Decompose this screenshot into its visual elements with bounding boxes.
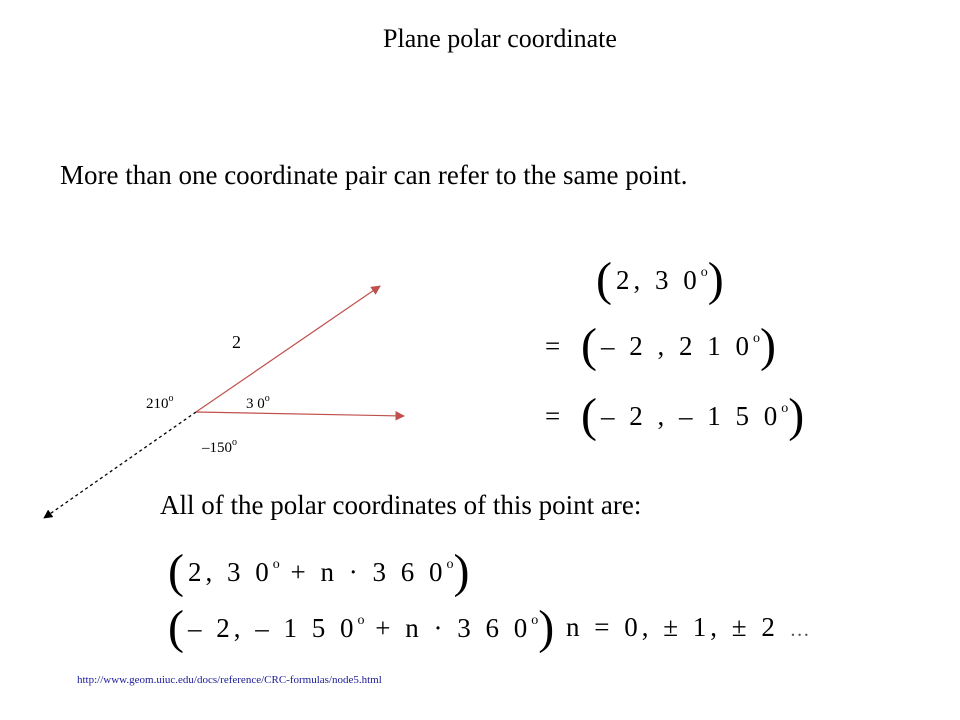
general-form-1: (2, 3 0$^o$ + n · 3 6 0$^o$) — [168, 545, 474, 598]
equation-1: (2, 3 0$^o$) — [596, 253, 728, 306]
angle-210-label: 210$^o$ — [146, 393, 174, 412]
slide-title: Plane polar coordinate — [383, 24, 617, 53]
polar-axis-arrow — [196, 412, 404, 416]
all-coordinates-text: All of the polar coordinates of this point are: — [160, 490, 642, 520]
angle-neg150-label: –150$^o$ — [202, 437, 237, 456]
general-form-2: (– 2, – 1 5 0$^o$ + n · 3 6 0$^o$) — [168, 601, 559, 654]
angle-30-label: 3 0$^o$ — [246, 393, 270, 412]
ray-30-arrow — [196, 286, 380, 412]
slide-subtitle: More than one coordinate pair can refer to the same point. — [60, 160, 688, 190]
n-values: n = 0, ± 1, ± 2 … — [566, 612, 813, 642]
radius-label: 2 — [232, 332, 241, 352]
equation-3: = (– 2 , – 1 5 0$^o$) — [545, 389, 809, 442]
equation-2: = (– 2 , 2 1 0$^o$) — [545, 319, 780, 372]
source-url-link[interactable]: http://www.geom.uiuc.edu/docs/reference/CRC-formulas/node5.html — [77, 674, 382, 686]
